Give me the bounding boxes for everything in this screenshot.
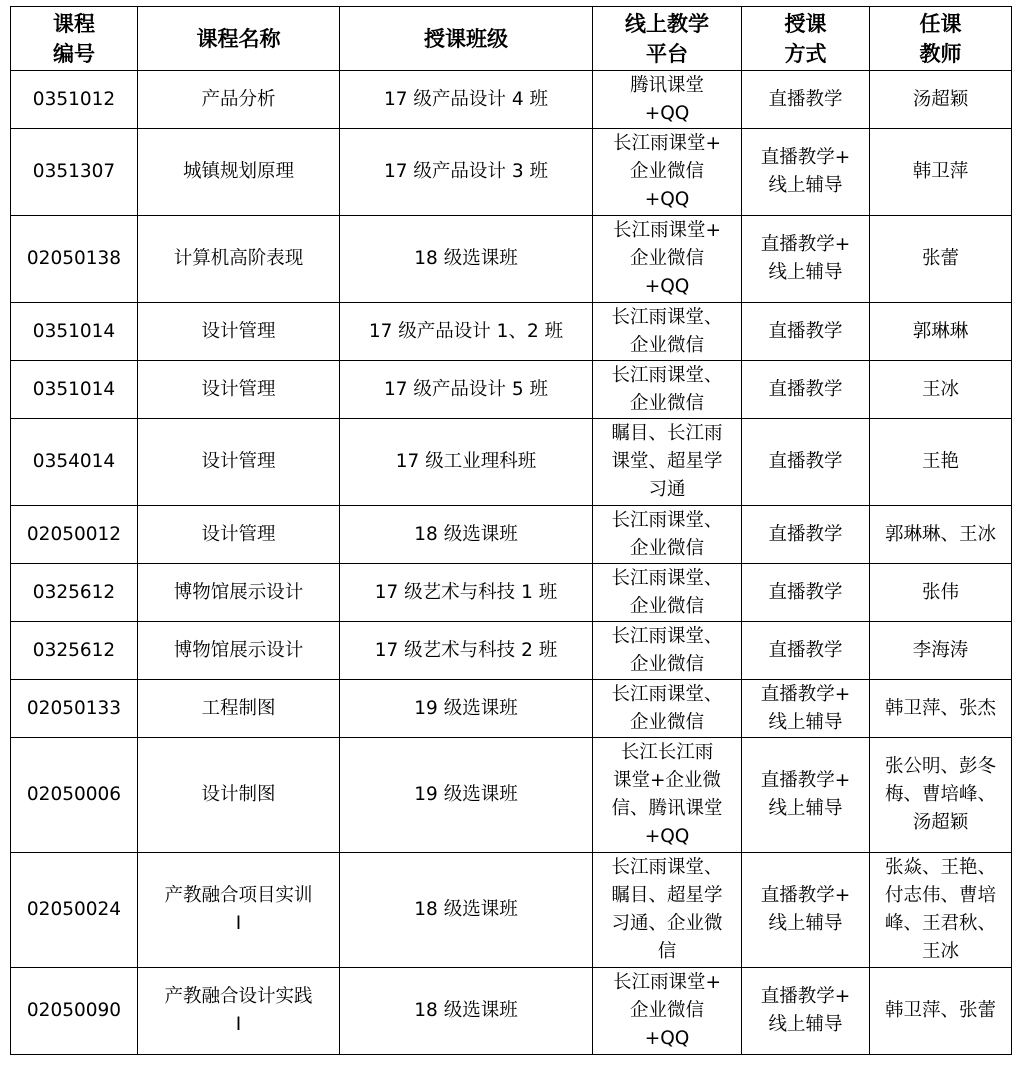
course-code-cell: 0351012 (11, 71, 138, 129)
course-name-cell: 设计制图 (138, 738, 340, 853)
platform-cell: 瞩目、长江雨 课堂、超星学 习通 (593, 419, 742, 506)
course-name-cell: 产教融合项目实训 I (138, 853, 340, 968)
platform-cell: 长江雨课堂、 企业微信 (593, 506, 742, 564)
method-cell: 直播教学+ 线上辅导 (742, 968, 870, 1055)
teacher-cell: 郭琳琳、王冰 (870, 506, 1012, 564)
platform-cell: 长江长江雨 课堂+企业微 信、腾讯课堂 +QQ (593, 738, 742, 853)
table-row (11, 129, 1012, 216)
header-platform: 线上教学 平台 (593, 7, 742, 71)
teacher-cell: 韩卫萍、张蕾 (870, 968, 1012, 1055)
method-cell: 直播教学+ 线上辅导 (742, 129, 870, 216)
header-method: 授课 方式 (742, 7, 870, 71)
table-row (11, 564, 1012, 622)
platform-cell: 长江雨课堂、 企业微信 (593, 303, 742, 361)
method-cell: 直播教学 (742, 564, 870, 622)
class-cell: 18 级选课班 (340, 216, 593, 303)
table-row (11, 680, 1012, 738)
class-cell: 19 级选课班 (340, 680, 593, 738)
method-cell: 直播教学+ 线上辅导 (742, 738, 870, 853)
course-code-cell: 0351307 (11, 129, 138, 216)
class-cell: 17 级艺术与科技 1 班 (340, 564, 593, 622)
table-row (11, 71, 1012, 129)
course-name-cell: 计算机高阶表现 (138, 216, 340, 303)
table-row (11, 506, 1012, 564)
course-code-cell: 0325612 (11, 564, 138, 622)
course-name-cell: 设计管理 (138, 361, 340, 419)
platform-cell: 长江雨课堂、 企业微信 (593, 564, 742, 622)
header-class: 授课班级 (340, 7, 593, 71)
platform-cell: 长江雨课堂、 企业微信 (593, 361, 742, 419)
course-table (10, 6, 1012, 1055)
class-cell: 17 级产品设计 1、2 班 (340, 303, 593, 361)
method-cell: 直播教学 (742, 71, 870, 129)
header-course-name: 课程名称 (138, 7, 340, 71)
table-body (11, 71, 1012, 1055)
platform-cell: 长江雨课堂、 企业微信 (593, 680, 742, 738)
course-code-cell: 0354014 (11, 419, 138, 506)
platform-cell: 长江雨课堂+ 企业微信 +QQ (593, 216, 742, 303)
platform-cell: 长江雨课堂+ 企业微信 +QQ (593, 129, 742, 216)
class-cell: 17 级产品设计 3 班 (340, 129, 593, 216)
method-cell: 直播教学 (742, 506, 870, 564)
teacher-cell: 汤超颖 (870, 71, 1012, 129)
platform-cell: 长江雨课堂、 瞩目、超星学 习通、企业微 信 (593, 853, 742, 968)
teacher-cell: 张伟 (870, 564, 1012, 622)
course-code-cell: 02050138 (11, 216, 138, 303)
platform-cell: 腾讯课堂 +QQ (593, 71, 742, 129)
class-cell: 18 级选课班 (340, 506, 593, 564)
course-name-cell: 设计管理 (138, 419, 340, 506)
course-name-cell: 工程制图 (138, 680, 340, 738)
table-row (11, 622, 1012, 680)
course-name-cell: 设计管理 (138, 303, 340, 361)
teacher-cell: 王冰 (870, 361, 1012, 419)
method-cell: 直播教学+ 线上辅导 (742, 216, 870, 303)
teacher-cell: 韩卫萍、张杰 (870, 680, 1012, 738)
course-code-cell: 0325612 (11, 622, 138, 680)
table-row (11, 361, 1012, 419)
method-cell: 直播教学 (742, 361, 870, 419)
teacher-cell: 韩卫萍 (870, 129, 1012, 216)
teacher-cell: 张公明、彭冬 梅、曹培峰、 汤超颖 (870, 738, 1012, 853)
course-code-cell: 02050024 (11, 853, 138, 968)
course-name-cell: 城镇规划原理 (138, 129, 340, 216)
teacher-cell: 李海涛 (870, 622, 1012, 680)
course-name-cell: 产品分析 (138, 71, 340, 129)
table-row (11, 853, 1012, 968)
table-row (11, 419, 1012, 506)
course-code-cell: 0351014 (11, 303, 138, 361)
class-cell: 18 级选课班 (340, 853, 593, 968)
course-code-cell: 02050006 (11, 738, 138, 853)
course-code-cell: 0351014 (11, 361, 138, 419)
course-name-cell: 产教融合设计实践 I (138, 968, 340, 1055)
method-cell: 直播教学 (742, 303, 870, 361)
table-row (11, 216, 1012, 303)
course-code-cell: 02050012 (11, 506, 138, 564)
header-row (11, 7, 1012, 71)
teacher-cell: 郭琳琳 (870, 303, 1012, 361)
course-name-cell: 博物馆展示设计 (138, 622, 340, 680)
course-name-cell: 博物馆展示设计 (138, 564, 340, 622)
class-cell: 19 级选课班 (340, 738, 593, 853)
method-cell: 直播教学+ 线上辅导 (742, 680, 870, 738)
course-code-cell: 02050090 (11, 968, 138, 1055)
class-cell: 17 级产品设计 5 班 (340, 361, 593, 419)
platform-cell: 长江雨课堂+ 企业微信 +QQ (593, 968, 742, 1055)
header-course-code: 课程 编号 (11, 7, 138, 71)
table-row (11, 303, 1012, 361)
header-teacher: 任课 教师 (870, 7, 1012, 71)
course-name-cell: 设计管理 (138, 506, 340, 564)
platform-cell: 长江雨课堂、 企业微信 (593, 622, 742, 680)
method-cell: 直播教学 (742, 419, 870, 506)
class-cell: 17 级工业理科班 (340, 419, 593, 506)
course-code-cell: 02050133 (11, 680, 138, 738)
teacher-cell: 张焱、王艳、 付志伟、曹培 峰、王君秋、 王冰 (870, 853, 1012, 968)
table-row (11, 738, 1012, 853)
method-cell: 直播教学+ 线上辅导 (742, 853, 870, 968)
class-cell: 18 级选课班 (340, 968, 593, 1055)
class-cell: 17 级产品设计 4 班 (340, 71, 593, 129)
method-cell: 直播教学 (742, 622, 870, 680)
teacher-cell: 王艳 (870, 419, 1012, 506)
teacher-cell: 张蕾 (870, 216, 1012, 303)
table-row (11, 968, 1012, 1055)
class-cell: 17 级艺术与科技 2 班 (340, 622, 593, 680)
